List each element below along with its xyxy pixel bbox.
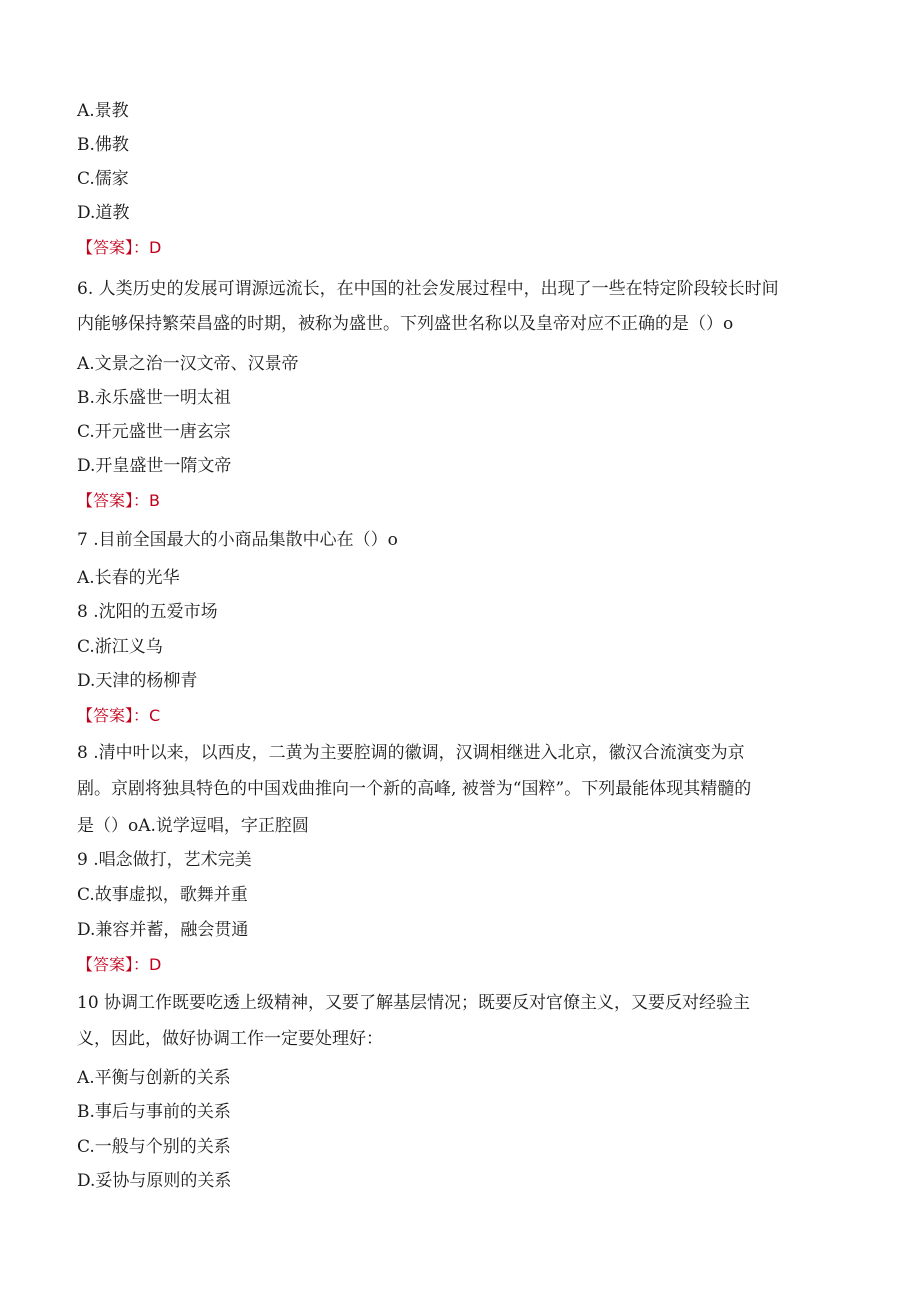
q6-stem-line1: 6. 人类历史的发展可谓源远流长，在中国的社会发展过程中，出现了一些在特定阶段较长时间 <box>77 279 779 299</box>
q6-answer: 【答案】：B <box>77 491 160 510</box>
q7-option-c: C.浙江义乌 <box>77 637 163 657</box>
q5-answer: 【答案】：D <box>77 238 162 257</box>
q8-option-d: D.兼容并蓄，融会贯通 <box>77 920 249 940</box>
q7-option-d: D.天津的杨柳青 <box>77 671 198 691</box>
q10-option-d: D.妥协与原则的关系 <box>77 1171 232 1191</box>
q8-option-b: 9 .唱念做打，艺术完美 <box>77 850 252 870</box>
q10-option-c: C.一般与个别的关系 <box>77 1137 231 1157</box>
q8-option-c: C.故事虚拟，歌舞并重 <box>77 885 248 905</box>
q5-option-b: B.佛教 <box>77 135 129 155</box>
q10-option-b: B.事后与事前的关系 <box>77 1102 231 1122</box>
q10-stem-line2: 义，因此，做好协调工作一定要处理好： <box>77 1029 383 1049</box>
q7-option-a: A.长春的光华 <box>77 568 180 588</box>
q8-stem-line1: 8 .清中叶以来，以西皮，二黄为主要腔调的徽调，汉调相继进入北京，徽汉合流演变为京 <box>77 743 745 763</box>
q10-stem-line1: 10 协调工作既要吃透上级精神，又要了解基层情况；既要反对官僚主义，又要反对经验主 <box>77 993 751 1013</box>
q6-stem-line2: 内能够保持繁荣昌盛的时期，被称为盛世。下列盛世名称以及皇帝对应不正确的是（）o <box>77 314 734 334</box>
q8-stem-line2: 剧。京剧将独具特色的中国戏曲推向一个新的高峰, 被誉为“国粹”。下列最能体现其精髓的 <box>77 779 752 799</box>
q7-option-b: 8 .沈阳的五爱市场 <box>77 602 218 622</box>
q8-answer: 【答案】：D <box>77 955 162 974</box>
q6-option-a: A.文景之治一汉文帝、汉景帝 <box>77 354 299 374</box>
q6-option-c: C.开元盛世一唐玄宗 <box>77 422 231 442</box>
q7-answer: 【答案】：C <box>77 706 161 725</box>
q5-option-d: D.道教 <box>77 203 130 223</box>
q10-option-a: A.平衡与创新的关系 <box>77 1068 231 1088</box>
q5-option-a: A.景教 <box>77 101 129 121</box>
q6-option-d: D.开皇盛世一隋文帝 <box>77 456 232 476</box>
q6-option-b: B.永乐盛世一明太祖 <box>77 388 231 408</box>
q5-option-c: C.儒家 <box>77 169 129 189</box>
q7-stem: 7 .目前全国最大的小商品集散中心在（）o <box>77 530 398 550</box>
q8-stem-line3: 是（）oA.说学逗唱，字正腔圆 <box>77 816 309 836</box>
